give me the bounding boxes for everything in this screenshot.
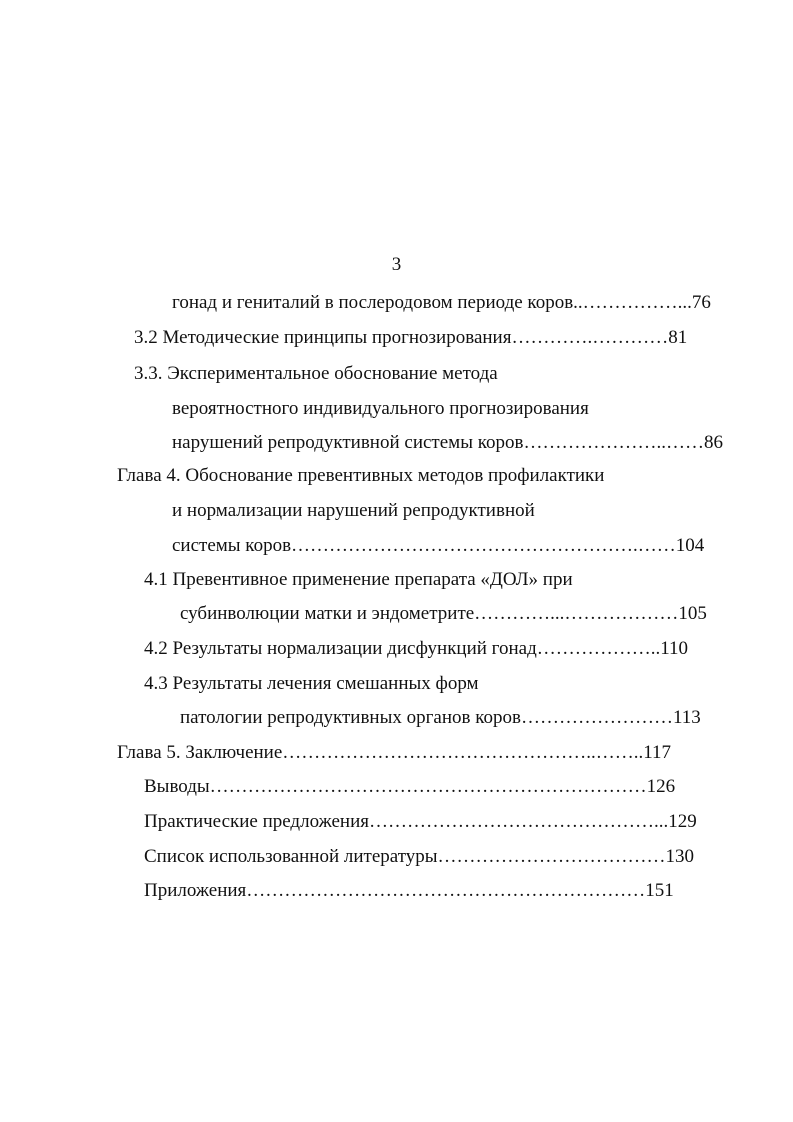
toc-line: патологии репродуктивных органов коров……………………113	[180, 707, 701, 728]
toc-line: и нормализации нарушений репродуктивной	[172, 500, 535, 521]
toc-line: Практические предложения………………………………………...129	[144, 811, 697, 832]
toc-line: гонад и гениталий в послеродовом периоде коров..……………...76	[172, 292, 711, 313]
toc-line: нарушений репродуктивной системы коров…………………..……86	[172, 432, 723, 453]
toc-line: 3.2 Методические принципы прогнозирования………….…………81	[134, 327, 688, 348]
toc-line: 4.1 Превентивное применение препарата «ДОЛ» при	[144, 569, 573, 590]
toc-line: субинволюции матки и эндометрите…………...………………105	[180, 603, 707, 624]
toc-line: 4.2 Результаты нормализации дисфункций гонад………………..110	[144, 638, 689, 659]
toc-line: 4.3 Результаты лечения смешанных форм	[144, 673, 479, 694]
toc-line: 3.3. Экспериментальное обоснование метода	[134, 363, 498, 384]
toc-line: вероятностного индивидуального прогнозирования	[172, 398, 589, 419]
toc-line: Выводы……………………………………………………………126	[144, 776, 676, 797]
toc-line: системы коров……………………………………………….……104	[172, 535, 705, 556]
toc-line: Список использованной литературы………………………………130	[144, 846, 695, 867]
toc-line: Глава 4. Обоснование превентивных методов профилактики	[117, 465, 605, 486]
toc-line: Глава 5. Заключение…………………………………………..……..117	[117, 742, 672, 763]
toc-line: Приложения………………………………………………………151	[144, 880, 674, 901]
page-number: 3	[391, 254, 402, 275]
